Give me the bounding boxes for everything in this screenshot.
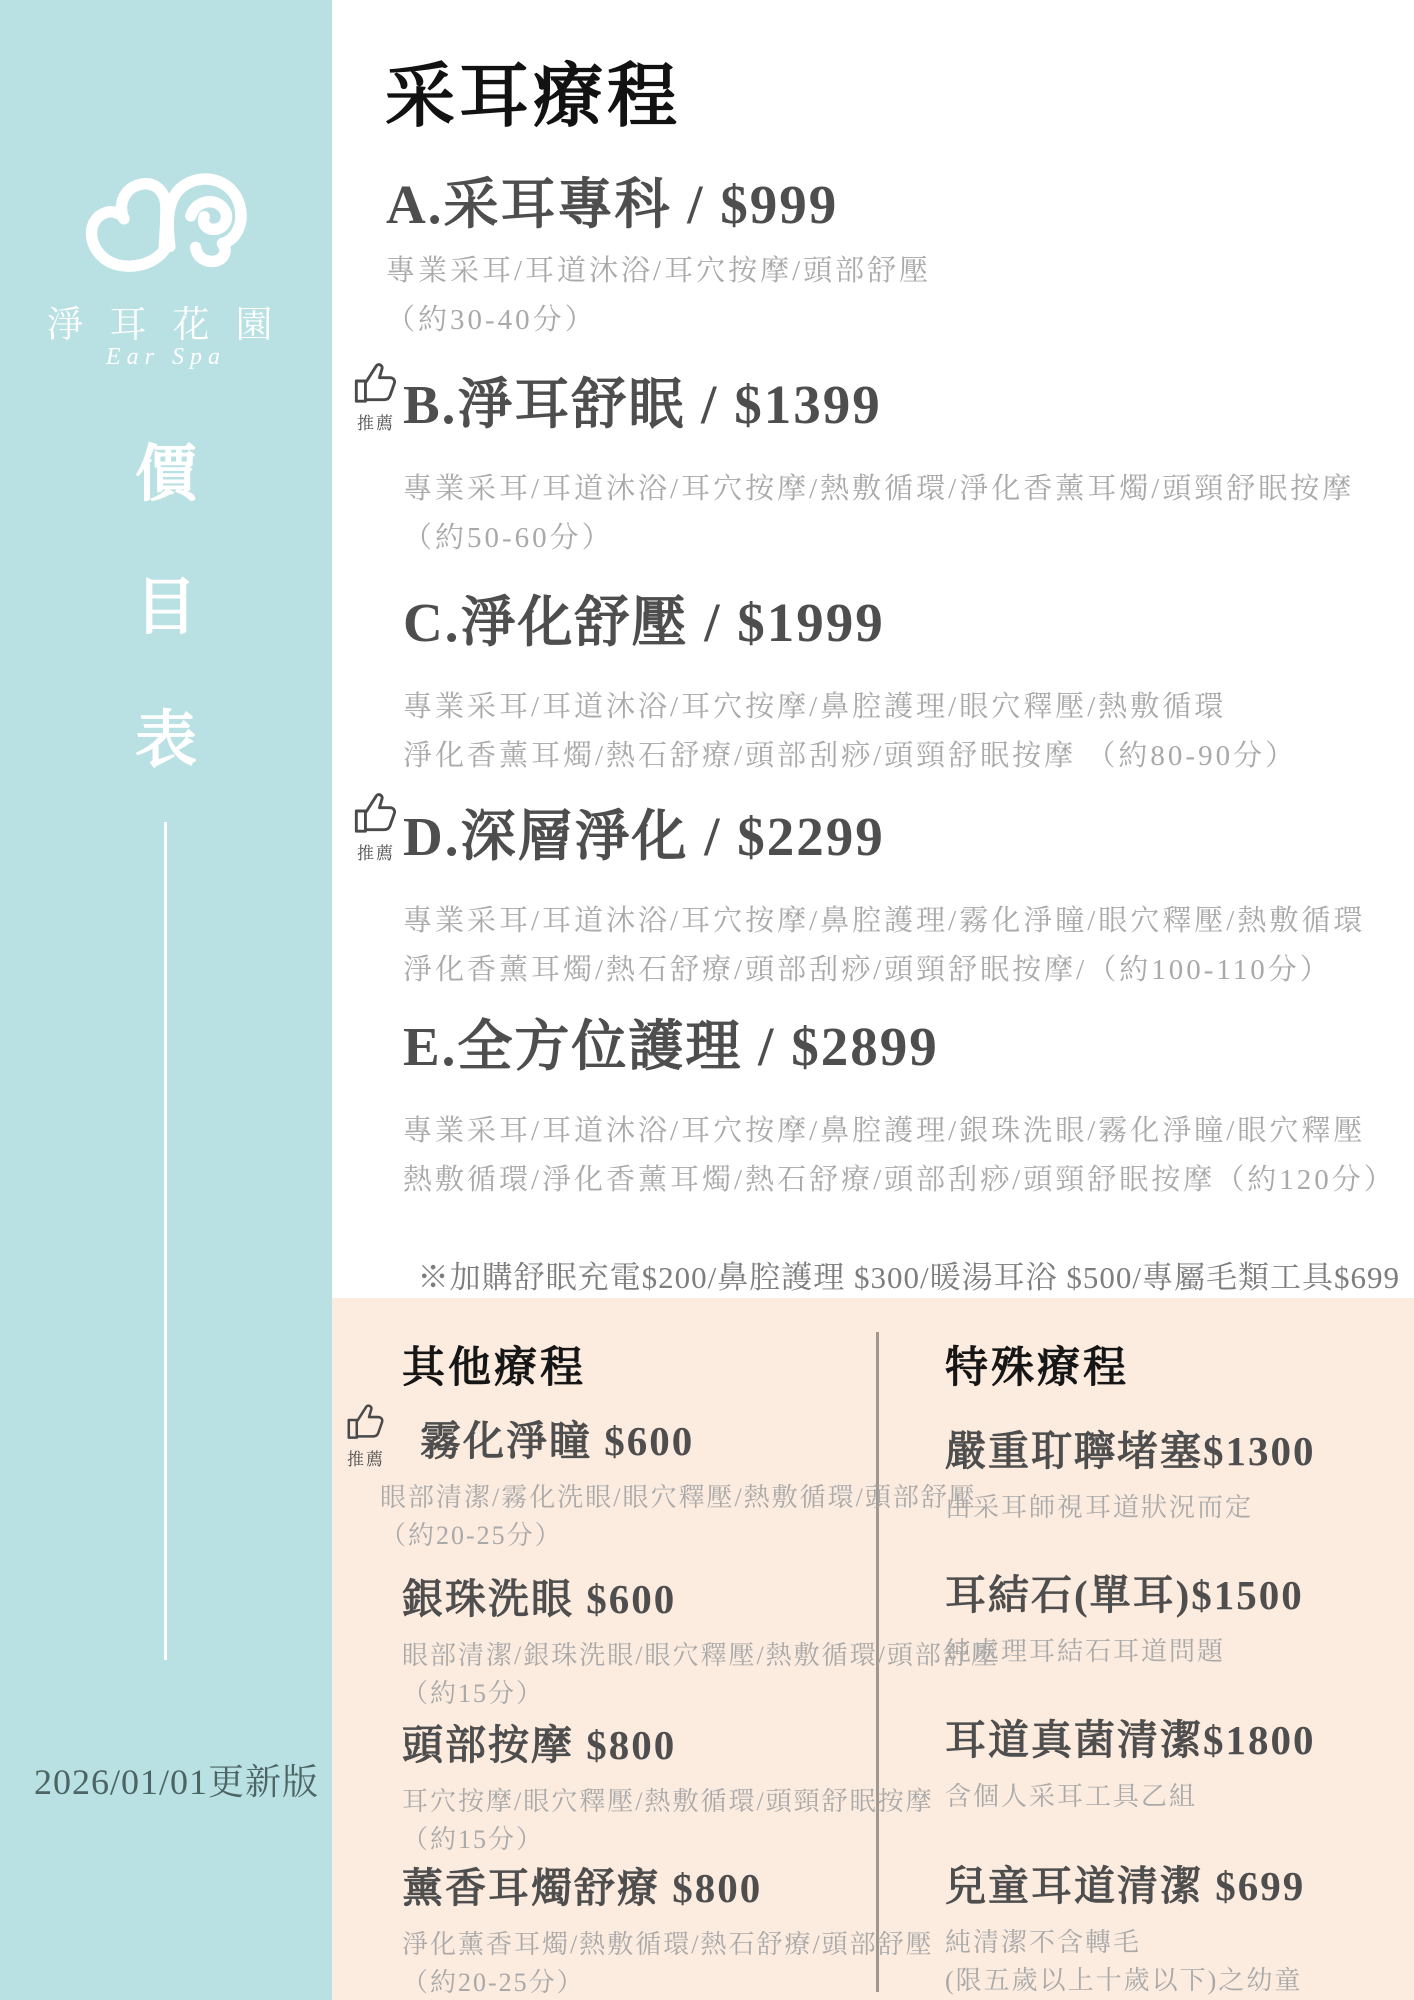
- item-title: 耳結石(單耳)$1500: [945, 1572, 1304, 1618]
- item-duration: （約20-25分）: [402, 1968, 585, 1997]
- item-title: 兒童耳道清潔 $699: [945, 1863, 1306, 1909]
- butterfly-ear-logo-icon: [56, 158, 276, 293]
- item-title: 銀珠洗眼 $600: [402, 1576, 677, 1622]
- treatment-section-a: [386, 160, 931, 345]
- treatment-duration: （約30-40分）: [386, 304, 597, 336]
- treatment-section-e: [403, 1002, 1396, 1205]
- treatment-desc: 專業采耳/耳道沐浴/耳穴按摩/鼻腔護理/銀珠洗眼/霧化淨瞳/眼穴釋壓: [403, 1115, 1366, 1147]
- treatment-desc: 專業采耳/耳道沐浴/耳穴按摩/頭部舒壓: [386, 255, 932, 287]
- other-item-ear-candle: [402, 1855, 934, 2000]
- item-title: 薰香耳燭舒療 $800: [402, 1865, 763, 1911]
- other-item-mist-eye: [380, 1408, 977, 1555]
- treatment-section-c: [403, 578, 1297, 781]
- item-duration: （約15分）: [402, 1825, 545, 1854]
- other-item-silver-bead: [402, 1566, 999, 1713]
- item-duration: （約20-25分）: [380, 1521, 563, 1550]
- other-treatments-header: 其他療程: [402, 1345, 586, 1392]
- recommend-label: 推薦: [347, 1450, 385, 1469]
- special-item-ear-stone: [945, 1562, 1304, 1671]
- item-desc: 含個人采耳工具乙組: [945, 1782, 1198, 1811]
- treatment-desc: 專業采耳/耳道沐浴/耳穴按摩/熱敷循環/淨化香薰耳燭/頭頸舒眠按摩: [403, 473, 1355, 505]
- vertical-title-char: 價: [134, 441, 197, 509]
- vertical-divider-line: [164, 822, 167, 1660]
- vertical-title-char: 表: [134, 707, 197, 775]
- item-duration: （約15分）: [402, 1679, 545, 1708]
- treatment-desc: 淨化香薰耳燭/熱石舒療/頭部刮痧/頭頸舒眠按摩/（約100-110分）: [403, 954, 1332, 986]
- addon-note: ※加購舒眠充電$200/鼻腔護理 $300/暖湯耳浴 $500/專屬毛類工具$699: [417, 1260, 1400, 1295]
- item-desc: 由采耳師視耳道狀況而定: [945, 1493, 1254, 1522]
- treatment-desc: 專業采耳/耳道沐浴/耳穴按摩/鼻腔護理/眼穴釋壓/熱敷循環: [403, 691, 1227, 723]
- treatment-desc: 專業采耳/耳道沐浴/耳穴按摩/鼻腔護理/霧化淨瞳/眼穴釋壓/熱敷循環: [403, 905, 1366, 937]
- brand-name-en: Ear Spa: [106, 344, 226, 370]
- vertical-page-title: [0, 424, 332, 779]
- page-title: 采耳療程: [385, 59, 681, 136]
- treatment-section-d: [403, 792, 1365, 995]
- treatment-section-b: [403, 360, 1354, 563]
- item-desc: (限五歲以上十歲以下)之幼童: [945, 1966, 1303, 1995]
- vertical-title-char: 目: [134, 574, 197, 642]
- item-title: 頭部按摩 $800: [402, 1722, 677, 1768]
- item-desc: 耳穴按摩/眼穴釋壓/熱敷循環/頭頸舒眠按摩: [402, 1787, 934, 1816]
- item-desc: 淨化薰香耳燭/熱敷循環/熱石舒療/頭部舒壓: [402, 1930, 934, 1959]
- treatment-desc: 淨化香薰耳燭/熱石舒療/頭部刮痧/頭頸舒眠按摩 （約80-90分）: [403, 740, 1298, 772]
- item-title: 嚴重耵聹堵塞$1300: [945, 1428, 1316, 1474]
- updated-date: 2026/01/01更新版: [34, 1762, 320, 1802]
- recommend-label: 推薦: [357, 414, 395, 433]
- special-item-child-clean: [945, 1853, 1305, 2000]
- recommend-badge-d: [346, 786, 406, 864]
- item-desc: 眼部清潔/銀珠洗眼/眼穴釋壓/熱敷循環/頭部舒壓: [402, 1641, 999, 1670]
- item-desc: 純處理耳結石耳道問題: [945, 1637, 1226, 1666]
- special-item-earwax-blockage: [945, 1418, 1316, 1527]
- treatment-title: A.采耳專科 / $999: [386, 174, 839, 235]
- recommend-badge-b: [346, 356, 406, 434]
- recommend-label: 推薦: [357, 844, 395, 863]
- sidebar: [0, 0, 332, 2000]
- thumbs-up-icon: [352, 356, 400, 406]
- treatment-title: C.淨化舒壓 / $1999: [403, 592, 885, 653]
- other-item-head-massage: [402, 1712, 934, 1859]
- bottom-panel: [332, 1298, 1414, 2000]
- thumbs-up-icon: [352, 786, 400, 836]
- treatment-title: D.深層淨化 / $2299: [403, 806, 885, 867]
- treatment-title: B.淨耳舒眠 / $1399: [403, 374, 882, 435]
- special-treatments-header: 特殊療程: [945, 1345, 1129, 1392]
- treatment-duration: （約50-60分）: [403, 522, 614, 554]
- treatment-title: E.全方位護理 / $2899: [403, 1016, 939, 1077]
- item-desc: 純清潔不含轉毛: [945, 1928, 1142, 1957]
- item-desc: 眼部清潔/霧化洗眼/眼穴釋壓/熱敷循環/頭部舒壓: [380, 1483, 977, 1512]
- item-title: 耳道真菌清潔$1800: [945, 1717, 1316, 1763]
- special-item-fungus-clean: [945, 1707, 1316, 1816]
- brand-name-zh: 淨耳花園: [46, 305, 299, 346]
- treatment-desc: 熱敷循環/淨化香薰耳燭/熱石舒療/頭部刮痧/頭頸舒眠按摩（約120分）: [403, 1164, 1396, 1196]
- item-title: 霧化淨瞳 $600: [420, 1418, 695, 1464]
